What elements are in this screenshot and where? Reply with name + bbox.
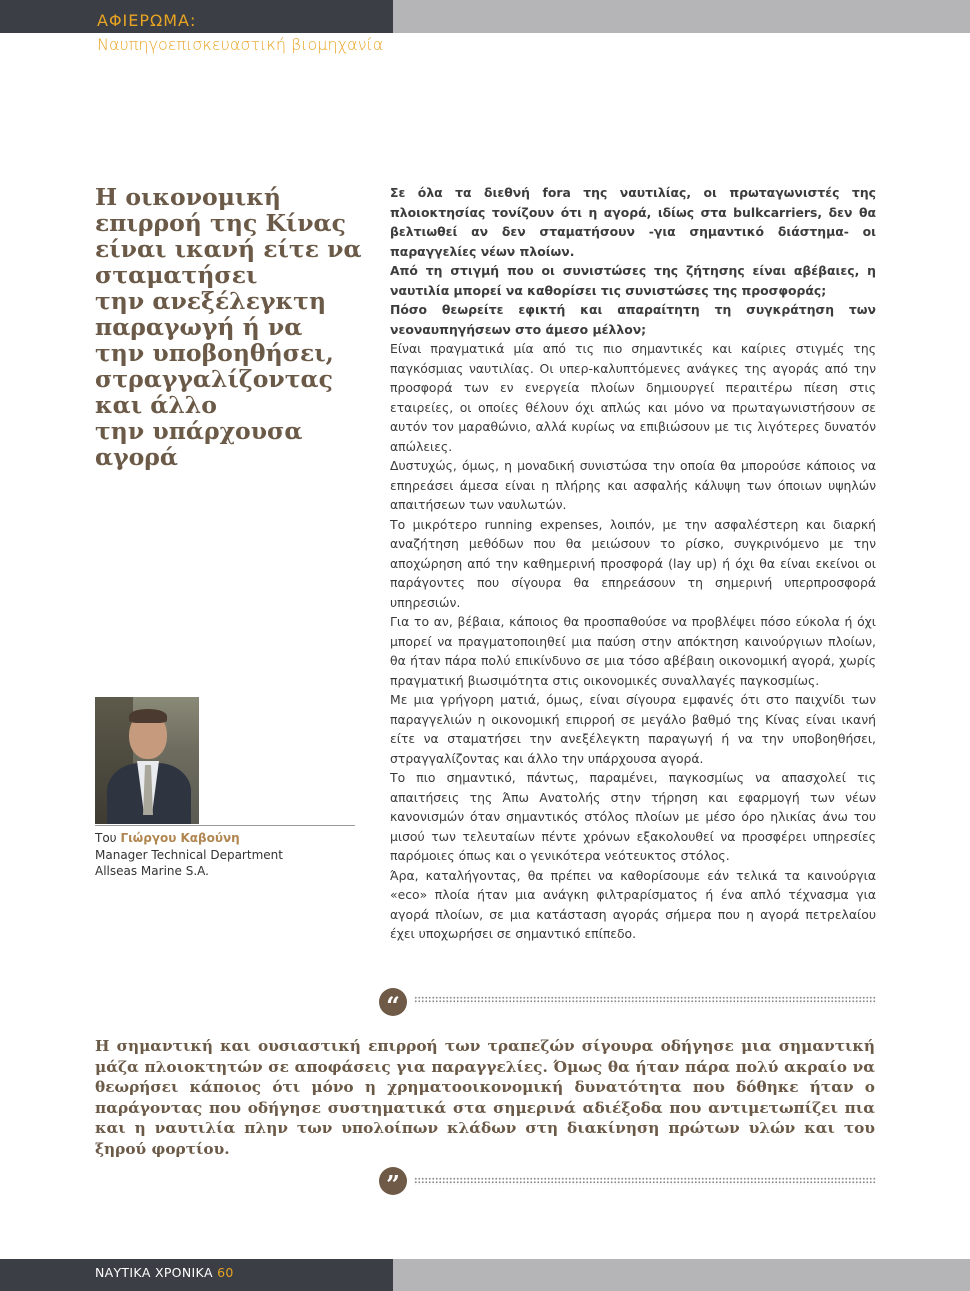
header-bar-light	[393, 0, 970, 33]
body-paragraph: Άρα, καταλήγοντας, θα πρέπει να καθορίσουμε εάν τελικά τα καινούργια «eco» πλοία ήταν μια ανάγκη φιλτραρίσματος ή ένα απλό τέχνασμα για αγορά πλοίων, σε μια κατάσταση αγοράς σήμερα που η αγορά πετρελαίου έχει υποχωρήσει σε σημαντικό επίπεδο.	[390, 867, 876, 941]
author-photo	[95, 697, 199, 824]
caption-divider	[95, 825, 355, 826]
body-paragraph: Είναι πραγματικά μία από τις πιο σημαντικές και καίριες στιγμές της παγκόσμιας ναυτιλίας. Οι υπερ-καλυπτόμενες ανάγκες της αγοράς από την προσφορά των εν ενεργεία πλοίων δημιουργεί περαιτέρω πίεση στις εταιρείες, οι οποίες θέλουν όχι απλώς και μόνο να πρωταγωνιστήσουν σε αυτόν τον μαραθώνιο, αλλά κυρίως να επιβιώσουν με τις λιγότερες δυνατόν απώλειες.	[390, 341, 876, 454]
body-paragraph: Δυστυχώς, όμως, η μοναδική συνιστώσα την οποία θα μπορούσε κάποιος να επηρεάσει άμεσα είναι η πλήρης και ασφαλής κάλυψη των όποιων υψηλών απαιτήσεων των ναυλωτών.	[390, 458, 876, 512]
magazine-name: ΝΑΥΤΙΚΑ ΧΡΟΝΙΚΑ	[95, 1265, 213, 1280]
intro-paragraph: Πόσο θεωρείτε εφικτή και απαραίτητη τη συγκράτηση των νεοναυπηγήσεων στο άμεσο μέλλον;	[390, 302, 876, 337]
body-paragraph: Με μια γρήγορη ματιά, όμως, είναι σίγουρα εμφανές ότι στο παιχνίδι των παραγγελιών η οικονομική επιρροή σε μεγάλο βαθμό της Κίνας είναι ικανή είτε να σταματήσει την ανεξέλεγκτη παραγωγή ή να την υποβοηθήσει, στραγγαλίζοντας και άλλο την υπάρχουσα αγορά.	[390, 692, 876, 766]
intro-paragraph: Σε όλα τα διεθνή fora της ναυτιλίας, οι πρωταγωνιστές της πλοιοκτησίας τονίζουν ότι η αγορά, ιδίως στα bulkcarriers, δεν θα βελτιωθεί αν δεν σταματήσουν -για σημαντικό διάστημα- οι παραγγελίες νέων πλοίων.	[390, 185, 876, 259]
section-label: ΑΦΙΕΡΩΜΑ:	[97, 11, 197, 30]
open-quote-icon: “	[379, 988, 407, 1016]
close-quote-icon: ”	[379, 1167, 407, 1195]
section-subtitle: Ναυπηγοεπισκευαστική βιομηχανία	[97, 35, 384, 54]
author-role: Manager Technical Department	[95, 847, 283, 862]
headline-line: την υπάρχουσα	[95, 417, 303, 445]
headline-line: σταματήσει	[95, 261, 258, 289]
headline-line: είναι ικανή είτε να	[95, 235, 362, 263]
headline-line: επιρροή της Κίνας	[95, 209, 346, 237]
headline-line: την υποβοηθήσει,	[95, 339, 334, 367]
headline-line: την ανεξέλεγκτη	[95, 287, 327, 315]
article-body	[390, 183, 876, 944]
author-company: Allseas Marine S.A.	[95, 864, 209, 878]
headline-line: αγορά	[95, 443, 178, 471]
headline-line: παραγωγή ή να	[95, 313, 303, 341]
quote-divider-top	[414, 996, 876, 1004]
headline	[95, 184, 365, 470]
author-caption	[95, 830, 355, 880]
intro-paragraph: Από τη στιγμή που οι συνιστώσες της ζήτησης είναι αβέβαιες, η ναυτιλία μπορεί να καθορίσει τις συνιστώσες της προσφοράς;	[390, 263, 876, 298]
author-prefix: Του	[95, 831, 121, 845]
page-number: 60	[217, 1265, 234, 1280]
author-name: Γιώργου Καβούνη	[120, 831, 240, 845]
header-bar-dark	[0, 0, 393, 33]
body-paragraph: Το πιο σημαντικό, πάντως, παραμένει, παγκοσμίως να απασχολεί τις απαιτήσεις της Άπω Ανατολής στην τήρηση και εφαρμογή των νέων κανονισμών όταν σημαντικός στόλος πλοίων με μέσο όρο ηλικίας άνω του μισού των τελευταίων πέντε χρόνων εξακολουθεί να προσφέρει υπηρεσίες παρόμοιες όπως και ο γενικότερα νεότευκτος στόλος.	[390, 770, 876, 863]
body-paragraph: Για το αν, βέβαια, κάποιος θα προσπαθούσε να προβλέψει πόσο εύκολα ή όχι μπορεί να πραγματοποιηθεί μια παύση στην απόκτηση καινούργιων πλοίων, θα ήταν πάρα πολύ επικίνδυνο σε μια τόσο αβέβαιη οικονομική αγορά, χωρίς πραγματική βιωσιμότητα στις οικονομικές συναλλαγές παγκοσμίως.	[390, 614, 876, 688]
headline-line: και άλλο	[95, 391, 217, 419]
headline-line: Η οικονομική	[95, 183, 281, 211]
footer-label	[95, 1265, 234, 1281]
pull-quote: Η σημαντική και ουσιαστική επιρροή των τραπεζών σίγουρα οδήγησε μια σημαντική μάζα πλοιοκτητών σε αποφάσεις για παραγγελίες. Όμως θα ήταν πάρα πολύ ακραίο να θεωρήσει κάποιος ότι μόνο η χρηματοοικονομική δυνατότητα που δόθηκε ήταν ο παράγοντας που οδήγησε συστηματικά στα σημερινά αδιέξοδα που αντιμετωπίζει πια και η ναυτιλία πλην των υπολοίπων κλάδων στη διακίνηση πρώτων υλών και του ξηρού φορτίου.	[95, 1037, 875, 1158]
body-paragraph: Το μικρότερο running expenses, λοιπόν, με την ασφαλέστερη και διαρκή αναζήτηση μεθόδων που θα μειώσουν το ρίσκο, συγκρινόμενο με την αποχώρηση από την καθημερινή προσφορά (lay up) ή όχι θα είναι εκείνοι οι παράγοντες που σίγουρα θα επηρεάσουν τη σημερινή υπερπροσφορά υπηρεσιών.	[390, 516, 876, 610]
quote-divider-bottom	[414, 1177, 876, 1185]
headline-line: στραγγαλίζοντας	[95, 365, 333, 393]
footer-bar-light	[393, 1259, 970, 1291]
